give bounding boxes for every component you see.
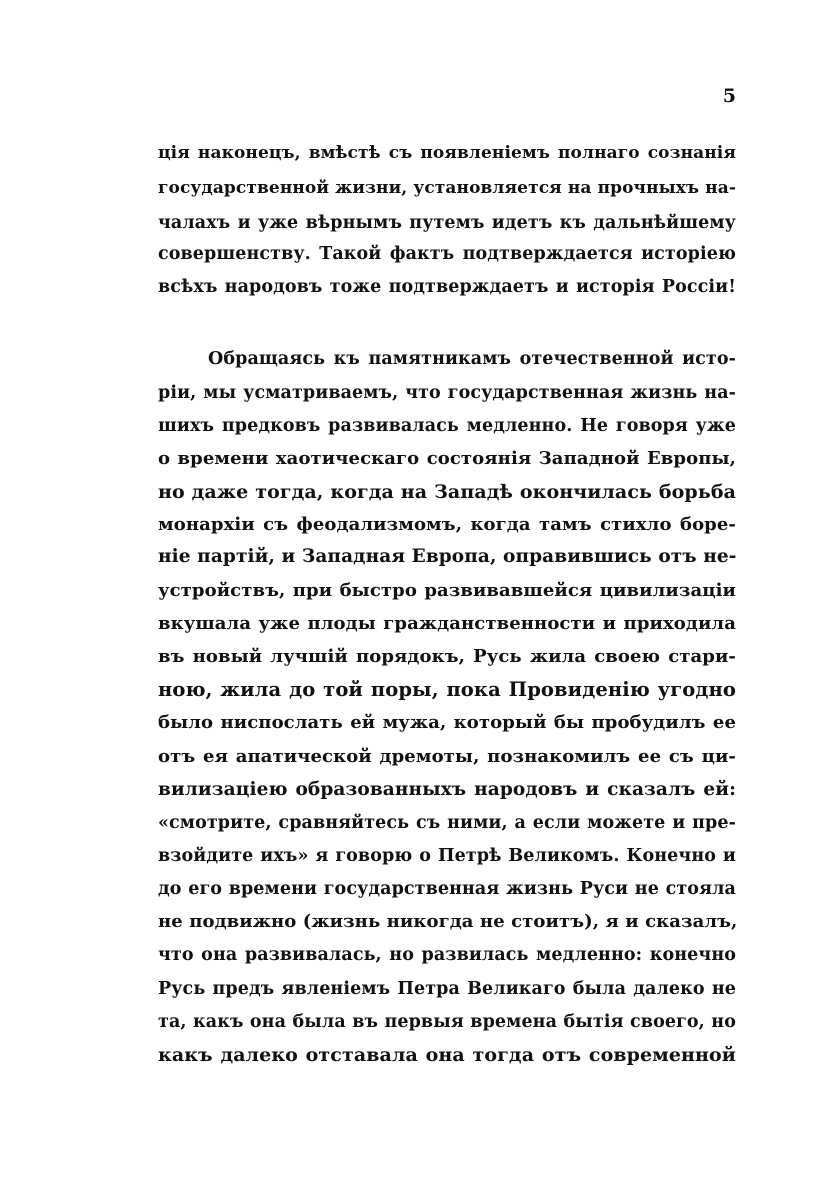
text-line: не подвижно (жизнь никогда не стоитъ), я и сказалъ, [158, 911, 738, 932]
text-line: «смотрите, сравняйтесь съ ними, а если можете и пре- [158, 813, 736, 833]
text-line: всѣхъ народовъ тоже подтверждаетъ и исторія Россіи! [158, 277, 736, 297]
text-line: вкушала уже плоды гражданственности и приходила [158, 613, 736, 634]
text-line: шихъ предковъ развивалась медленно. Не говоря уже [158, 416, 736, 436]
text-line: въ новый лучшій порядокъ, Русь жила своею стари- [158, 646, 736, 667]
text-line: какъ далеко отставала она тогда отъ современной [158, 1044, 736, 1066]
text-line: но даже тогда, когда на Западѣ окончилась борьба [158, 481, 736, 503]
text-line: ною, жила до той поры, пока Провиденію угодно [158, 678, 736, 701]
text-line: отъ ея апатической дремоты, познакомилъ ее съ ци- [158, 746, 736, 767]
page-number: 5 [722, 85, 736, 107]
text-line: устройствъ, при быстро развивавшейся цивилизаціи [158, 580, 736, 601]
text-line: было ниспослать ей мужа, который бы пробудилъ ее [158, 712, 736, 733]
text-line: ріи, мы усматриваемъ, что государственная жизнь на- [158, 383, 736, 403]
text-line: что она развивалась, но развилась медленно: конечно [158, 945, 736, 965]
text-line: чалахъ и уже вѣрнымъ путемъ идетъ къ дальнѣйшему [158, 213, 736, 233]
text-line: о времени хаотическаго состоянія Западной Европы, [158, 448, 736, 469]
text-line: ніе партій, и Западная Европа, оправившись отъ не- [158, 546, 737, 567]
text-line: ція наконецъ, вмѣстѣ съ появленіемъ полнаго сознанія [158, 143, 736, 163]
text-line: взойдите ихъ» я говорю о Петрѣ Великомъ. Конечно и [158, 846, 736, 866]
text-line: Обращаясь къ памятникамъ отечественной исто- [208, 349, 736, 369]
text-line: Русь предъ явленіемъ Петра Великаго была далеко не [158, 979, 736, 999]
text-line: до его времени государственная жизнь Руси не стояла [158, 879, 736, 899]
text-line: совершенству. Такой фактъ подтверждается исторіею [158, 244, 736, 264]
text-line: государственной жизни, установляется на прочныхъ на- [158, 178, 736, 198]
text-line: монархіи съ феодализмомъ, когда тамъ стихло боре- [158, 514, 736, 535]
text-line: вилизаціею образованныхъ народовъ и сказалъ ей: [158, 779, 736, 800]
text-line: та, какъ она была въ первыя времена бытія своего, но [158, 1012, 736, 1032]
